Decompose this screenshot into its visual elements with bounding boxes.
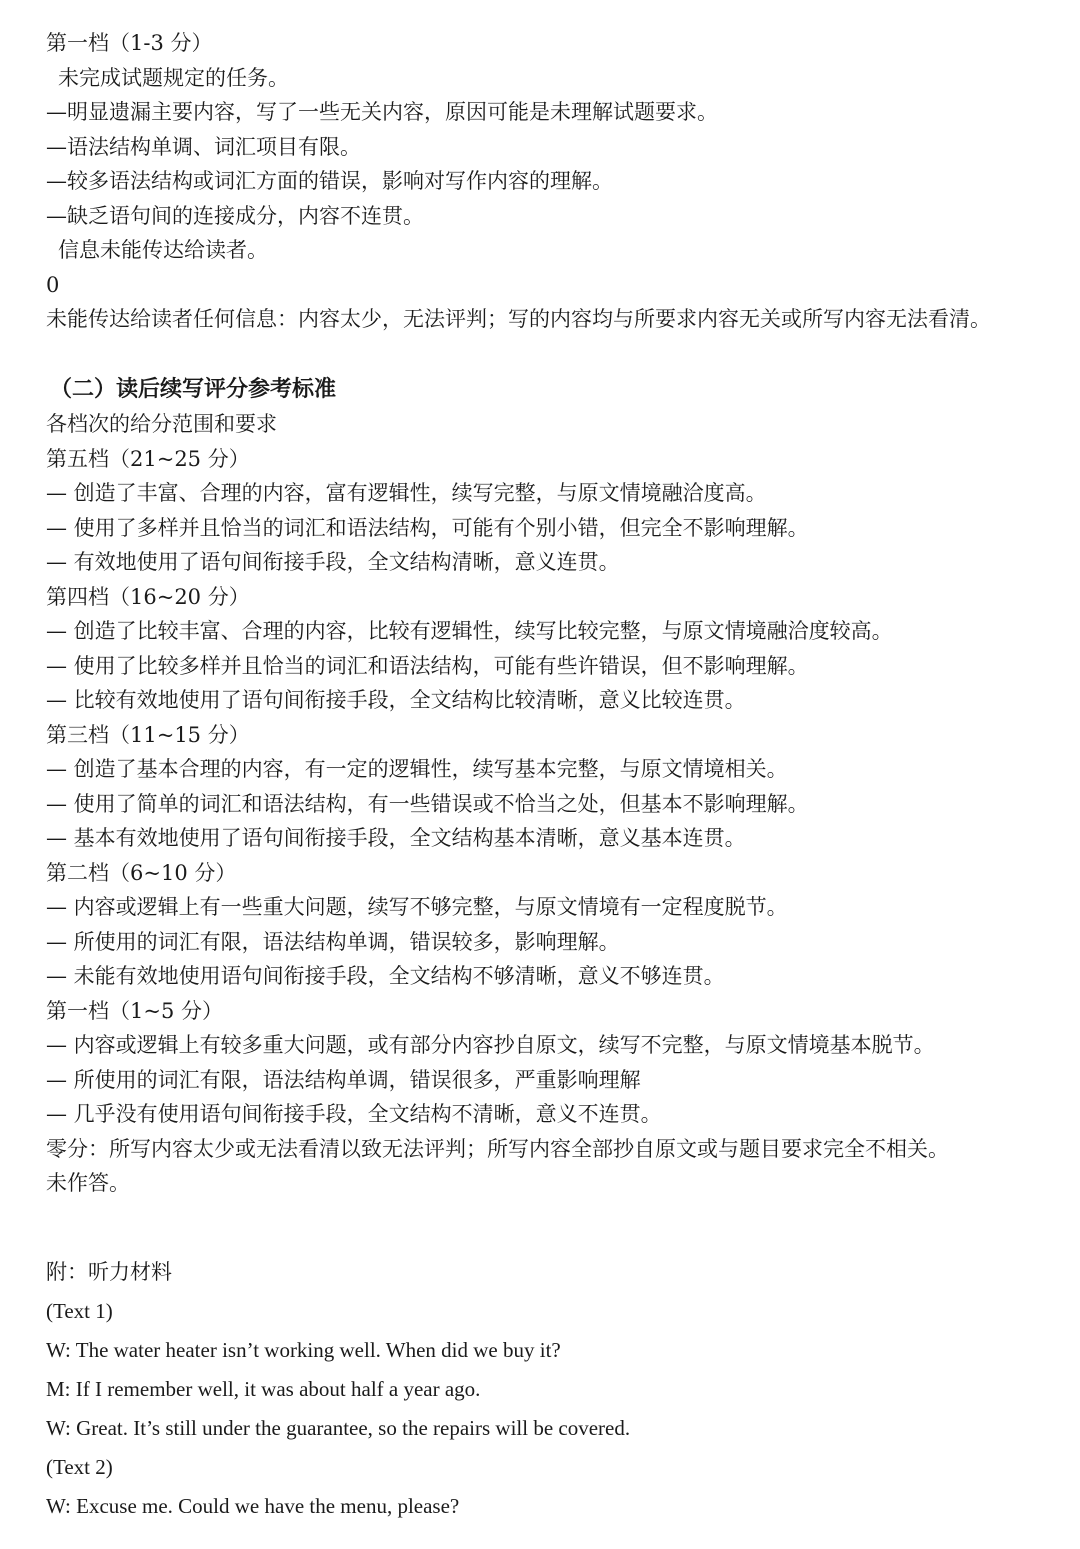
section-heading: （二）读后续写评分参考标准 [50, 376, 337, 402]
rubric-item: — 几乎没有使用语句间衔接手段，全文结构不清晰，意义不连贯。 [46, 1102, 662, 1126]
band-title: 第一档（1~5 分） [46, 998, 223, 1023]
document-page [46, 26, 1066, 1526]
rubric-item: — 内容或逻辑上有较多重大问题，或有部分内容抄自原文，续写不完整，与原文情境基本脱节。 [46, 1033, 935, 1057]
transcript-line: M: If I remember well, it was about half a year ago. [46, 1376, 481, 1401]
transcript-line: (Text 2) [46, 1454, 113, 1479]
rubric-line: —缺乏语句间的连接成分，内容不连贯。 [46, 203, 424, 228]
transcript-line: W: The water heater isn’t working well. When did we buy it? [46, 1337, 561, 1362]
rubric-item: — 未能有效地使用语句间衔接手段，全文结构不够清晰，意义不够连贯。 [46, 964, 725, 988]
rubric-line: 信息未能传达给读者。 [58, 238, 268, 262]
band-title: 第五档（21~25 分） [46, 446, 250, 471]
no-answer-text: 未作答。 [46, 1171, 130, 1195]
rubric-item: — 所使用的词汇有限，语法结构单调，错误较多，影响理解。 [46, 929, 620, 954]
zero-band-text: 未能传达给读者任何信息：内容太少，无法评判；写的内容均与所要求内容无关或所写内容无法看清。 [46, 307, 991, 331]
band-title: 第三档（11~15 分） [46, 722, 250, 747]
band-title: 第二档（6~10 分） [46, 860, 237, 885]
transcript-line: W: Great. It’s still under the guarantee, so the repairs will be covered. [46, 1415, 631, 1440]
transcript-line: W: Excuse me. Could we have the menu, please? [46, 1493, 460, 1518]
rubric-item: — 使用了比较多样并且恰当的词汇和语法结构，可能有些许错误，但不影响理解。 [46, 653, 809, 678]
rubric-line: —较多语法结构或词汇方面的错误，影响对写作内容的理解。 [46, 169, 613, 193]
rubric-item: — 比较有效地使用了语句间衔接手段，全文结构比较清晰，意义比较连贯。 [46, 688, 746, 712]
rubric-item: — 创造了比较丰富、合理的内容，比较有逻辑性，续写比较完整，与原文情境融洽度较高。 [46, 619, 893, 643]
rubric-item: — 内容或逻辑上有一些重大问题，续写不够完整，与原文情境有一定程度脱节。 [46, 895, 788, 919]
rubric-item: — 使用了多样并且恰当的词汇和语法结构，可能有个别小错，但完全不影响理解。 [46, 515, 809, 540]
appendix-title: 附：听力材料 [46, 1259, 172, 1284]
band-title: 第一档（1-3 分） [46, 31, 213, 55]
rubric-line: —明显遗漏主要内容，写了一些无关内容，原因可能是未理解试题要求。 [46, 100, 718, 124]
rubric-item: — 有效地使用了语句间衔接手段，全文结构清晰，意义连贯。 [46, 550, 620, 574]
band-title: 第四档（16~20 分） [46, 584, 250, 609]
rubric-line: 未完成试题规定的任务。 [58, 65, 289, 90]
rubric-line: —语法结构单调、词汇项目有限。 [46, 134, 361, 159]
rubric-item: — 创造了基本合理的内容，有一定的逻辑性，续写基本完整，与原文情境相关。 [46, 757, 788, 781]
rubric-item: — 基本有效地使用了语句间衔接手段，全文结构基本清晰，意义基本连贯。 [46, 826, 746, 850]
rubric-item: — 创造了丰富、合理的内容，富有逻辑性，续写完整，与原文情境融洽度高。 [46, 481, 767, 505]
zero-band-title: 0 [46, 272, 60, 297]
rubric-item: — 使用了简单的词汇和语法结构，有一些错误或不恰当之处，但基本不影响理解。 [46, 791, 809, 816]
transcript-line: (Text 1) [46, 1298, 113, 1323]
rubric-item: — 所使用的词汇有限，语法结构单调，错误很多，严重影响理解 [46, 1067, 641, 1092]
section-subheading: 各档次的给分范围和要求 [46, 412, 277, 436]
zero-score-text: 零分：所写内容太少或无法看清以致无法评判；所写内容全部抄自原文或与题目要求完全不相关。 [46, 1136, 949, 1161]
